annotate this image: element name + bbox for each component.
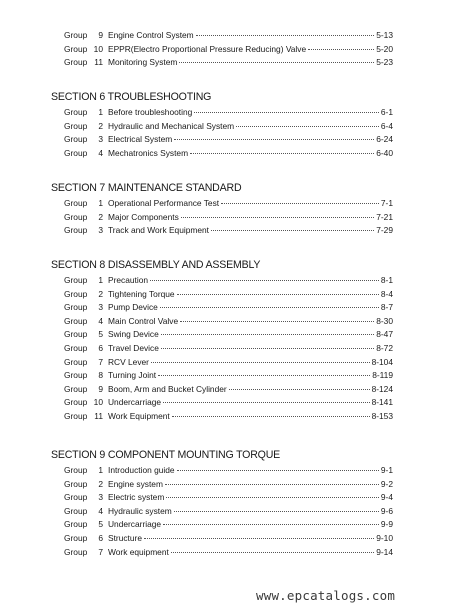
dot-leader [174,511,379,512]
group-number: 2 [98,120,103,131]
entry-title: Electric system [108,492,165,503]
entry-title: Introduction guide [108,465,175,475]
group-number: 2 [98,478,103,489]
entry-title: Track and Work Equipment [108,225,210,236]
entry-title: Monitoring System [108,57,178,68]
dot-leader [151,362,370,363]
toc-entry[interactable] [64,547,393,557]
toc-entry[interactable] [64,148,393,158]
group-number: 2 [98,211,103,222]
group-label: Group [64,343,88,353]
dot-leader [171,552,374,553]
dot-leader [172,416,370,417]
dot-leader [181,217,374,218]
page-number: 8-30 [376,315,393,326]
page-number: 8-47 [376,329,393,340]
section-heading: SECTION 6 TROUBLESHOOTING [51,91,212,103]
watermark-text: www.epcatalogs.com [256,588,396,603]
page-number: 7-29 [376,225,393,236]
entry-title: Precaution [108,275,149,285]
page-number: 8-1 [380,275,393,285]
group-number: 1 [98,198,103,208]
page-number: 8-72 [376,343,393,353]
dot-leader [161,348,374,349]
page-number: 8-153 [371,411,393,421]
group-number: 9 [98,383,103,394]
page-number: 9-4 [380,492,393,503]
entry-title: Work Equipment [108,411,170,421]
group-number: 1 [98,275,103,285]
entry-title: Hydraulic and Mechanical System [108,120,235,131]
group-number: 11 [94,57,103,68]
group-label: Group [64,120,88,131]
group-label: Group [64,519,88,530]
group-label: Group [64,533,88,543]
entry-title: Electrical System [108,134,173,145]
page-number: 8-141 [371,397,393,408]
dot-leader [179,62,374,63]
page-number: 5-23 [376,57,393,68]
dot-leader [308,49,374,50]
toc-entry[interactable] [64,316,393,326]
page-number: 7-1 [380,198,393,208]
group-label: Group [64,370,88,381]
group-label: Group [64,329,88,340]
toc-entry[interactable] [64,121,393,131]
dot-leader [180,321,374,322]
group-label: Group [64,465,88,475]
toc-entry[interactable] [64,506,393,516]
toc-entry[interactable] [64,384,393,394]
group-number: 9 [98,30,103,40]
page-number: 6-1 [380,107,393,117]
group-number: 7 [98,546,103,557]
dot-leader [177,294,379,295]
dot-leader [174,139,374,140]
entry-title: RCV Lever [108,356,149,367]
group-label: Group [64,211,88,222]
group-label: Group [64,134,88,145]
group-label: Group [64,397,88,408]
group-number: 3 [98,302,103,313]
toc-entry[interactable] [64,519,393,529]
dot-leader [166,497,379,498]
entry-title: Undercarriage [108,519,162,530]
toc-entry[interactable] [64,492,393,502]
entry-title: Swing Device [108,329,159,340]
entry-title: Hydraulic system [108,505,172,516]
group-label: Group [64,546,88,557]
group-label: Group [64,198,88,208]
toc-entry[interactable] [64,198,393,208]
dot-leader [144,538,374,539]
group-number: 7 [98,356,103,367]
page-number: 6-4 [380,120,393,131]
toc-entry[interactable] [64,533,393,543]
page-number: 8-119 [372,370,393,381]
toc-entry[interactable] [64,275,393,285]
page-number: 8-104 [371,356,393,367]
toc-entry[interactable] [64,107,393,117]
dot-leader [229,389,370,390]
dot-leader [150,280,379,281]
page-number: 8-124 [371,383,393,394]
section-heading: SECTION 7 MAINTENANCE STANDARD [51,182,242,194]
entry-title: Tightening Torque [108,288,175,299]
entry-title: Undercarriage [108,397,162,408]
group-number: 3 [98,492,103,503]
group-label: Group [64,411,88,421]
page-number: 5-20 [376,43,393,54]
dot-leader [221,203,379,204]
page-number: 9-14 [376,546,393,557]
toc-entry[interactable] [64,30,393,40]
group-number: 1 [98,465,103,475]
toc-entry[interactable] [64,397,393,407]
dot-leader [190,153,374,154]
toc-entry[interactable] [64,134,393,144]
group-label: Group [64,315,88,326]
page-number: 5-13 [376,30,393,40]
toc-entry[interactable] [64,302,393,312]
dot-leader [158,375,370,376]
group-number: 5 [98,519,103,530]
group-number: 2 [98,288,103,299]
entry-title: Main Control Valve [108,315,179,326]
toc-entry[interactable] [64,411,393,421]
group-label: Group [64,225,88,236]
group-number: 4 [98,505,103,516]
entry-title: Travel Device [108,343,159,353]
group-label: Group [64,302,88,313]
group-number: 4 [98,315,103,326]
entry-title: Operational Performance Test [108,198,220,208]
group-label: Group [64,275,88,285]
dot-leader [160,307,379,308]
page-number: 8-7 [380,302,393,313]
group-number: 3 [98,134,103,145]
entry-title: Pump Device [108,302,158,313]
section-heading: SECTION 8 DISASSEMBLY AND ASSEMBLY [51,259,261,271]
page-number: 9-6 [380,505,393,516]
entry-title: Work equipment [108,546,169,557]
group-label: Group [64,383,88,394]
page-number: 6-40 [376,147,393,158]
page-number: 9-10 [376,533,393,543]
toc-entry[interactable] [64,289,393,299]
dot-leader [196,35,375,36]
toc-entry[interactable] [64,212,393,222]
dot-leader [177,470,379,471]
toc-entry[interactable] [64,57,393,67]
entry-title: Mechatronics System [108,147,189,158]
section-heading: SECTION 9 COMPONENT MOUNTING TORQUE [51,449,281,461]
entry-title: Before troubleshooting [108,107,193,117]
group-number: 1 [98,107,103,117]
dot-leader [163,524,379,525]
entry-title: Engine Control System [108,30,194,40]
entry-title: Boom, Arm and Bucket Cylinder [108,383,227,394]
entry-title: Turning Joint [108,370,157,381]
page-number: 9-9 [380,519,393,530]
group-label: Group [64,505,88,516]
dot-leader [161,334,374,335]
group-label: Group [64,57,88,68]
group-number: 6 [98,343,103,353]
entry-title: Structure [108,533,142,543]
page-number: 7-21 [376,211,393,222]
toc-entry[interactable] [64,370,393,380]
toc-entry[interactable] [64,343,393,353]
dot-leader [211,230,374,231]
group-label: Group [64,43,88,54]
group-label: Group [64,478,88,489]
dot-leader [194,112,379,113]
page-number: 9-1 [380,465,393,475]
toc-entry[interactable] [64,329,393,339]
group-number: 11 [94,411,103,421]
group-number: 10 [93,397,103,408]
group-label: Group [64,492,88,503]
group-number: 6 [98,533,103,543]
dot-leader [163,402,370,403]
toc-entry[interactable] [64,479,393,489]
group-label: Group [64,288,88,299]
toc-entry[interactable] [64,225,393,235]
group-label: Group [64,356,88,367]
page-number: 8-4 [380,288,393,299]
toc-entry[interactable] [64,44,393,54]
page-number: 9-2 [380,478,393,489]
page-number: 6-24 [376,134,393,145]
group-number: 4 [98,147,103,158]
toc-entry[interactable] [64,357,393,367]
group-number: 10 [93,43,103,54]
group-label: Group [64,107,88,117]
group-number: 8 [98,370,103,381]
entry-title: Engine system [108,478,163,489]
toc-entry[interactable] [64,465,393,475]
entry-title: Major Components [108,211,179,222]
group-label: Group [64,147,88,158]
group-number: 5 [98,329,103,340]
dot-leader [165,484,379,485]
group-number: 3 [98,225,103,236]
dot-leader [236,126,379,127]
entry-title: EPPR(Electro Proportional Pressure Reducing) Valve [108,43,307,54]
group-label: Group [64,30,88,40]
